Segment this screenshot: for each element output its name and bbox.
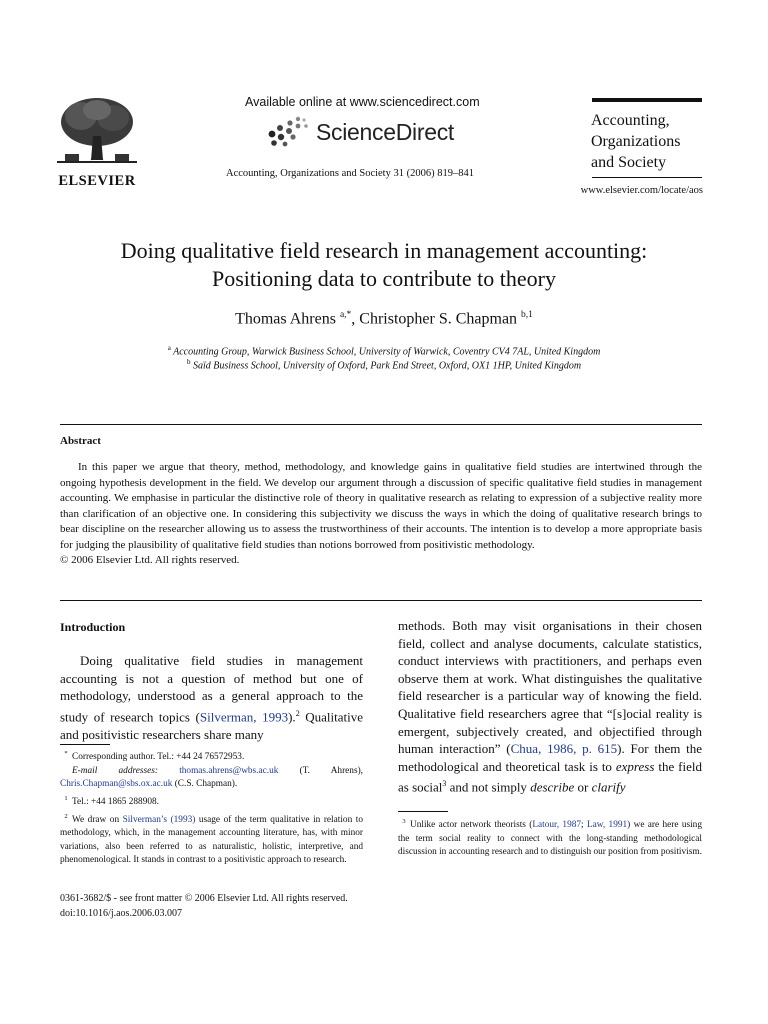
footnote-ref[interactable]: 3 [442,779,447,789]
body-text: methods. Both may visit organisations in their chosen field, collect and analyse documents, calculate statistics, conduct interviews with practitioners, and perhaps even observe them at work. What distinguishes the qualitative field researcher is a particular way of knowing the field. Qualitative field researchers agree that “[s]ocial reality is emergent, subjectively created, and objectified through human interaction” ( [398,618,702,757]
doi-line[interactable]: doi:10.1016/j.aos.2006.03.007 [60,908,182,919]
journal-name[interactable] [591,110,680,173]
footnote-corresponding [60,747,363,765]
sciencedirect-wordmark: ScienceDirect [316,118,454,145]
body-text: or [574,779,592,795]
issn-line: 0361-3682/$ - see front matter © 2006 Elsevier Ltd. All rights reserved. [60,893,348,904]
footnote-rule [60,744,110,745]
article-title-line: Doing qualitative field research in management accounting: [120,238,648,263]
affiliation-mark: b [186,358,191,366]
footnote-text: We draw on [72,814,123,825]
author-affiliation-mark[interactable]: b,1 [521,310,533,320]
affiliation [40,344,728,357]
journal-header-rule [592,98,702,102]
article-title [40,237,728,293]
journal-name-line: Accounting, [591,112,670,129]
available-online-text[interactable]: Available online at www.sciencedirect.com [245,95,480,109]
abstract-text: In this paper we argue that theory, method, methodology, and knowledge gains in qualitative field studies are intertwined through the ongoing hypothesis development in the field. We develop our argument through a discussion of specific qualitative field studies in management accounting. We emphasise in particular the distinctive role of theory in qualitative research as relating to expression of a subjective reality more than clarification of an objective one. In considering this subjectivity we discuss the ways in which the doing of qualitative research brings to bear discipline on the researcher allowing us to assess the trustworthiness of their accounts. The intention is to develop a more appropriate basis for judging the plausibility of qualitative field studies than notions borrowed from positivistic methodology. [60,461,702,551]
citation-link[interactable]: Latour, 1987 [532,820,582,831]
elsevier-logo[interactable] [52,96,142,188]
abstract-bottom-rule [60,600,702,601]
body-text: Doing qualitative field studies in management accounting is not a question of method but one of methodology, understood as a general approach to the study of research topics ( [60,653,363,725]
affiliation-text: Accounting Group, Warwick Business School, University of Warwick, Coventry CV4 7AL, United Kingdom [173,346,601,358]
author-name[interactable]: Thomas Ahrens [235,310,336,328]
footnote-ref[interactable]: 2 [295,708,300,718]
affiliation [40,358,728,371]
footnote-mark: 3 [402,818,406,825]
footnote-text: usage of the term qualitative in relation to methodology, which, in the management accounting literature, has, with minor variations, also been referred to as naturalistic, holistic, interpretive, and phenomenological. It stands in contrast to a positivistic approach to research. [60,814,363,866]
body-text: and not simply [446,779,531,795]
emphasis-text: express [615,758,655,774]
citation-link[interactable]: Law, 1991 [586,820,628,831]
footnote-2 [60,810,363,868]
footnote-rule [398,811,448,812]
body-text: ). For them the methodological and theoretical task is to [398,741,702,774]
email-owner: (C.S. Chapman). [172,779,238,790]
elsevier-wordmark: ELSEVIER [58,173,136,189]
footnote-text: ; [581,820,587,831]
body-text: ). [288,709,296,725]
journal-name-line: Organizations [591,133,681,150]
abstract-top-rule [60,424,702,425]
emphasis-text: describe [530,779,575,795]
sciencedirect-dots-icon [264,115,310,149]
author-list [40,310,728,328]
citation-link[interactable]: Silverman, 1993 [199,709,289,725]
citation-link[interactable]: Chua, 1986, p. 615 [510,741,618,757]
author-affiliation-mark[interactable]: a,* [339,310,352,320]
section-heading-introduction: Introduction [60,620,126,634]
emphasis-text: clarify [591,779,626,795]
abstract-heading: Abstract [60,435,101,447]
article-title-line: Positioning data to contribute to theory [211,266,556,291]
body-column-left [60,652,363,743]
footnote-mark: 1 [64,794,68,802]
footnote-text: Corresponding author. Tel.: +44 24 76572953. [72,752,245,763]
footnote-mark: 2 [64,812,68,820]
body-column-right [398,617,702,796]
citation-link[interactable]: Silverman’s (1993) [122,814,196,825]
abstract-copyright: © 2006 Elsevier Ltd. All rights reserved. [60,554,240,566]
author-separator: , [351,310,360,328]
journal-name-line: and Society [591,154,667,171]
email-link[interactable]: Chris.Chapman@sbs.ox.ac.uk [60,779,173,790]
body-text: the field as social [398,758,702,795]
footnote-text: Unlike actor network theorists ( [410,820,533,831]
footnote-text: Tel.: +44 1865 288908. [72,796,159,807]
journal-url-link[interactable]: www.elsevier.com/locate/aos [580,185,703,196]
footnote-1 [60,792,363,810]
affiliation-mark: a [167,344,171,352]
affiliation-text: Saïd Business School, University of Oxford, Park End Street, Oxford, OX1 1HP, United Kingdom [192,360,582,372]
page-footer [60,891,348,921]
journal-name-divider [592,177,702,178]
footnote-mark: * [64,750,68,757]
body-text: Qualitative and positivistic researchers share many [60,709,363,742]
sciencedirect-logo[interactable] [264,112,474,152]
email-link[interactable]: thomas.ahrens@wbs.ac.uk [179,765,279,776]
footnote-3 [398,815,702,860]
abstract-body [60,460,702,569]
email-label: E-mail addresses: [72,765,158,776]
footnote-text: ) we are here using the term social reality to connect with the long-standing methodological discussion in accounting research and to distinguish our position from positivism. [398,820,702,858]
author-name[interactable]: Christopher S. Chapman [359,310,518,328]
elsevier-tree-icon [57,96,137,166]
email-owner: (T. Ahrens), [278,765,363,776]
footnotes-left [60,747,363,868]
footnotes-right [398,815,702,860]
journal-citation: Accounting, Organizations and Society 31 (2006) 819–841 [226,168,474,179]
footnote-emails [60,765,363,792]
